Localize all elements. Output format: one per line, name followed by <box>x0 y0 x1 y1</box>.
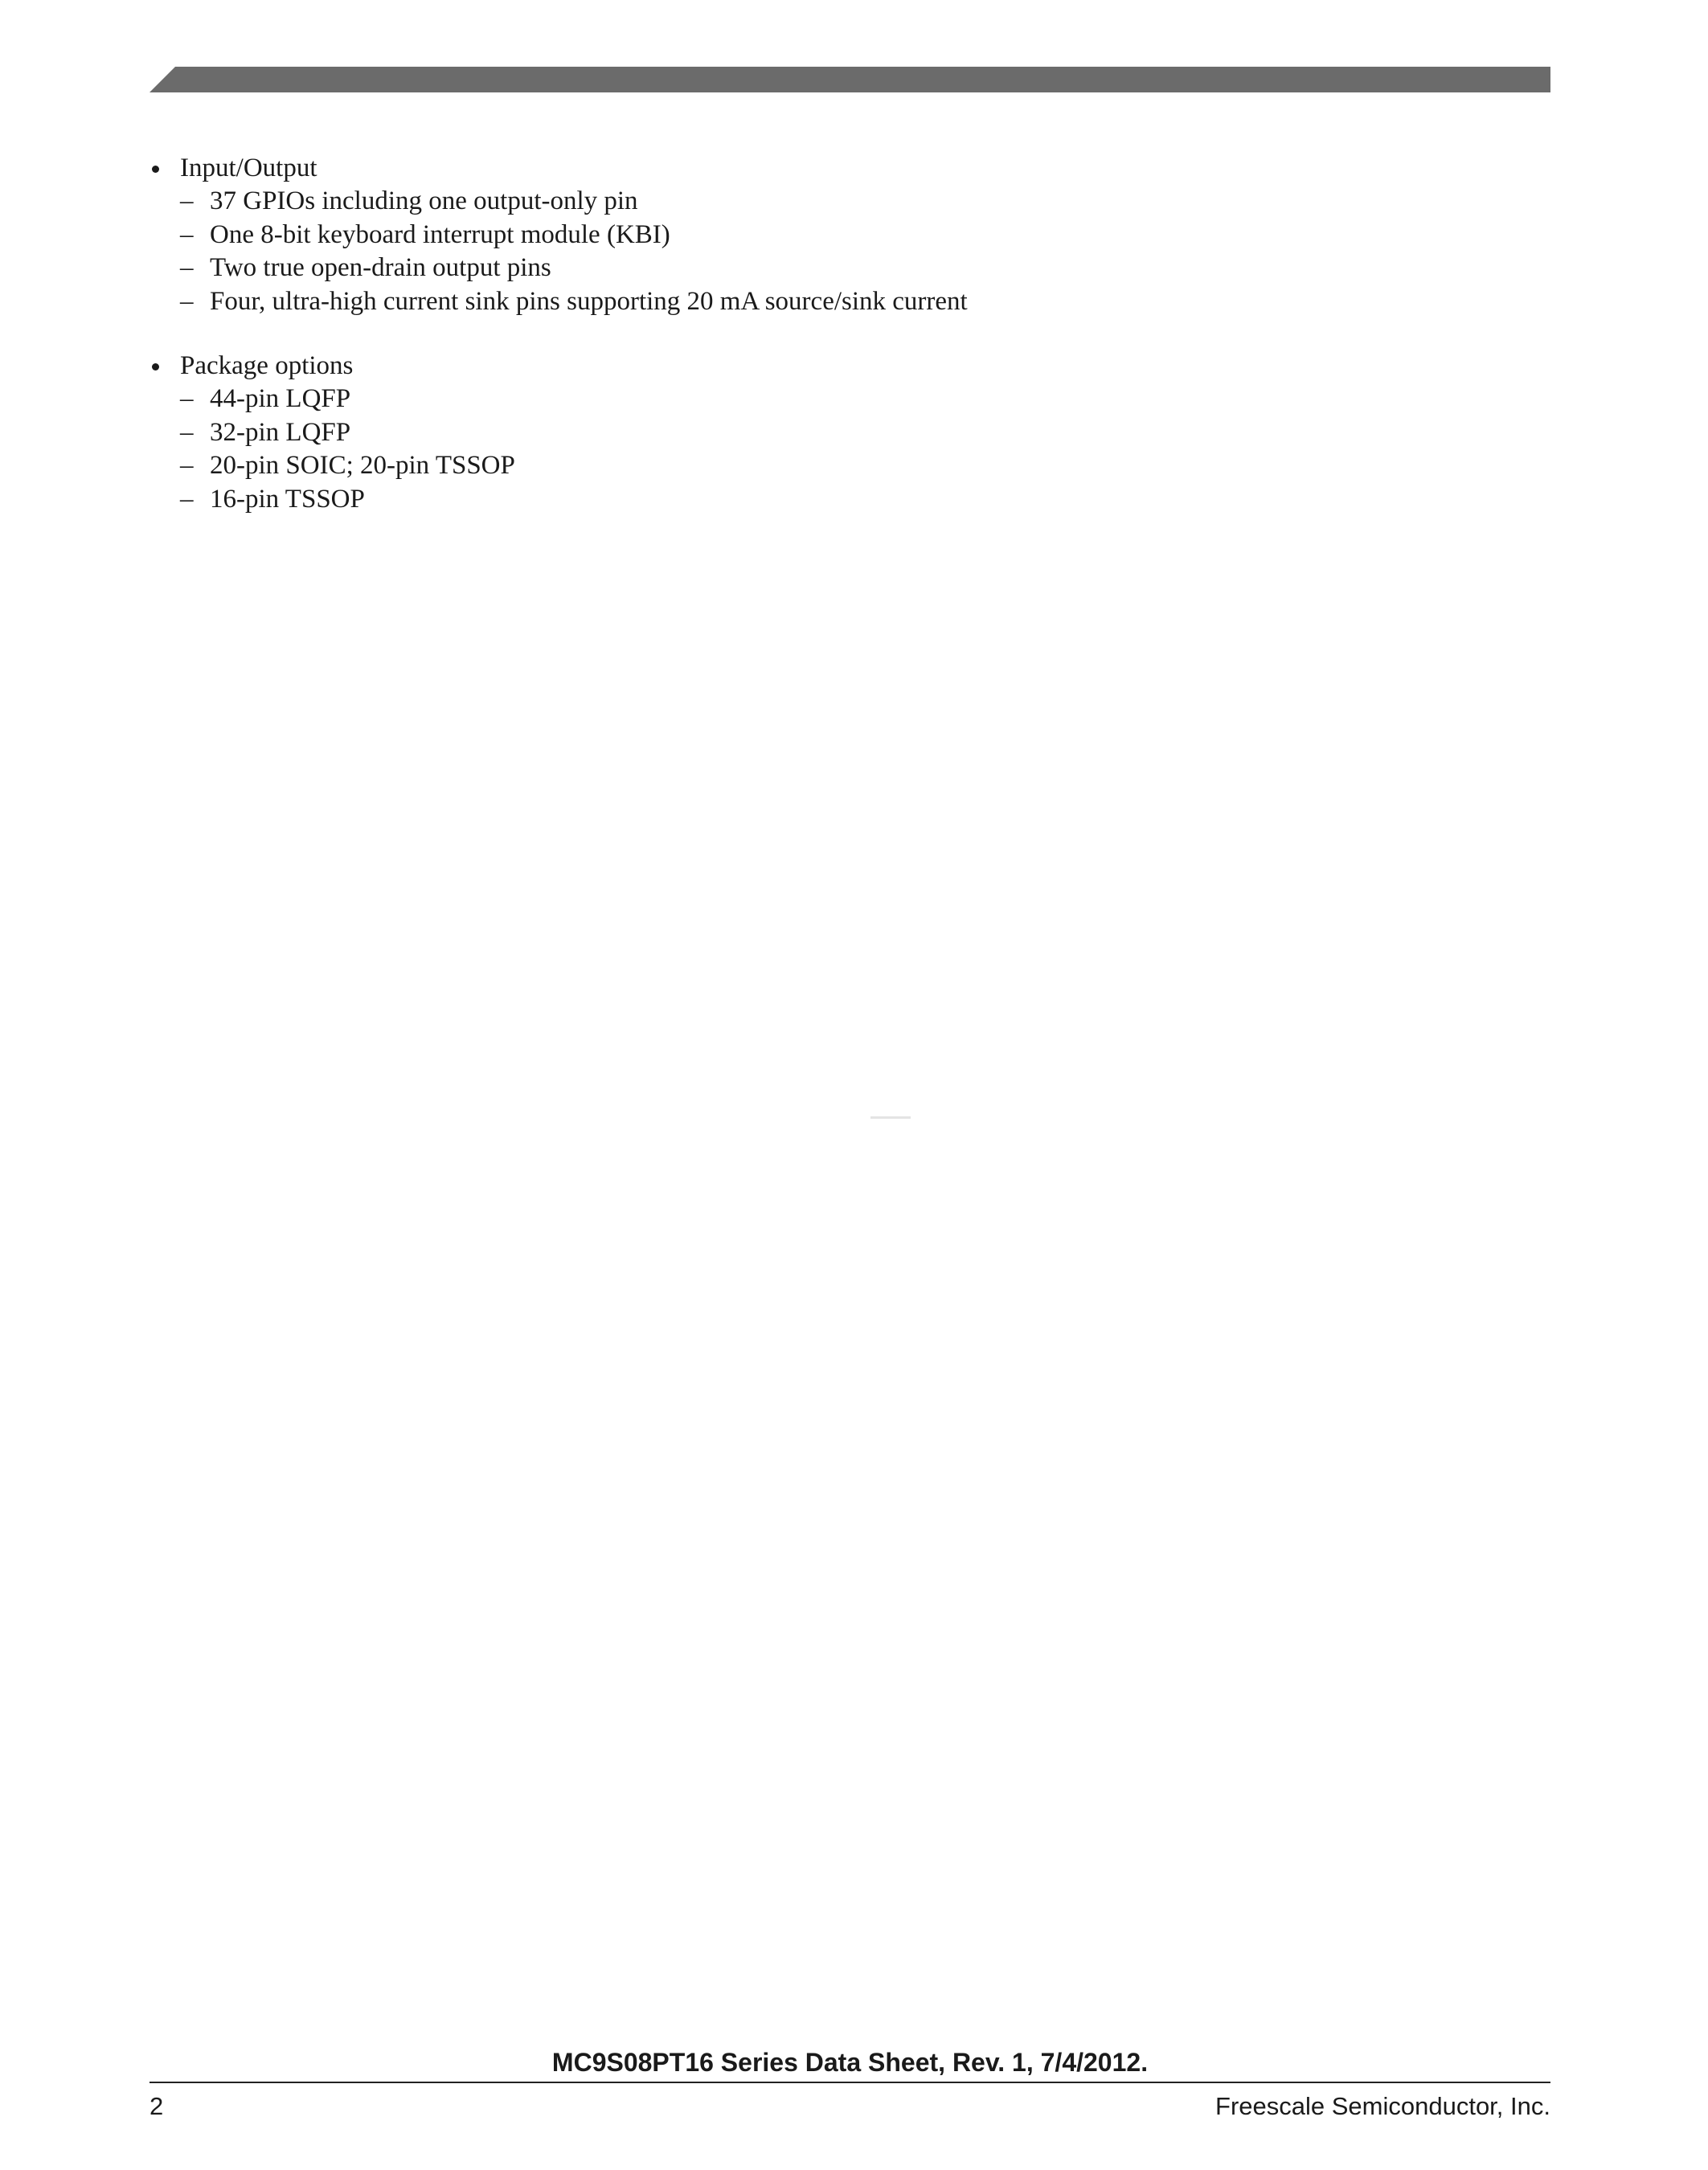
list-item-text: 16-pin TSSOP <box>210 484 365 514</box>
page-number: 2 <box>150 2092 164 2120</box>
list-item-text: 44-pin LQFP <box>210 384 351 413</box>
dash-icon: – <box>180 384 194 413</box>
list-item <box>150 285 1548 319</box>
section-input-output <box>150 151 1548 318</box>
bullet-heading <box>150 151 1548 185</box>
footer-divider <box>150 2082 1550 2083</box>
list-item <box>150 416 1548 450</box>
dash-icon: – <box>180 253 194 282</box>
page-content <box>150 151 1548 547</box>
list-item <box>150 252 1548 285</box>
list-item <box>150 449 1548 483</box>
dash-icon: – <box>180 417 194 447</box>
list-item-text: Four, ultra-high current sink pins supporting 20 mA source/sink current <box>210 286 968 316</box>
list-item <box>150 483 1548 517</box>
dash-icon: – <box>180 484 194 514</box>
list-item-text: 32-pin LQFP <box>210 417 351 447</box>
list-item-text: 20-pin SOIC; 20-pin TSSOP <box>210 451 515 480</box>
dash-icon: – <box>180 186 194 215</box>
list-item-text: One 8-bit keyboard interrupt module (KBI) <box>210 219 670 249</box>
list-item <box>150 219 1548 252</box>
list-item-text: 37 GPIOs including one output-only pin <box>210 186 638 215</box>
footer-company: Freescale Semiconductor, Inc. <box>1215 2092 1550 2120</box>
dash-icon: – <box>180 286 194 316</box>
list-item <box>150 383 1548 416</box>
section-title: Package options <box>180 351 354 380</box>
bullet-icon <box>152 363 159 371</box>
list-item <box>150 185 1548 219</box>
list-item-text: Two true open-drain output pins <box>210 253 551 282</box>
faint-center-mark <box>870 1116 911 1119</box>
section-title: Input/Output <box>180 154 317 182</box>
dash-icon: – <box>180 219 194 249</box>
bullet-icon <box>152 166 159 173</box>
bullet-heading <box>150 349 1548 383</box>
section-package-options <box>150 349 1548 516</box>
dash-icon: – <box>180 451 194 480</box>
header-bar <box>150 67 1550 92</box>
header-bar-shape <box>150 67 1550 92</box>
footer-doc-title: MC9S08PT16 Series Data Sheet, Rev. 1, 7/4/2012. <box>551 2048 1149 2077</box>
